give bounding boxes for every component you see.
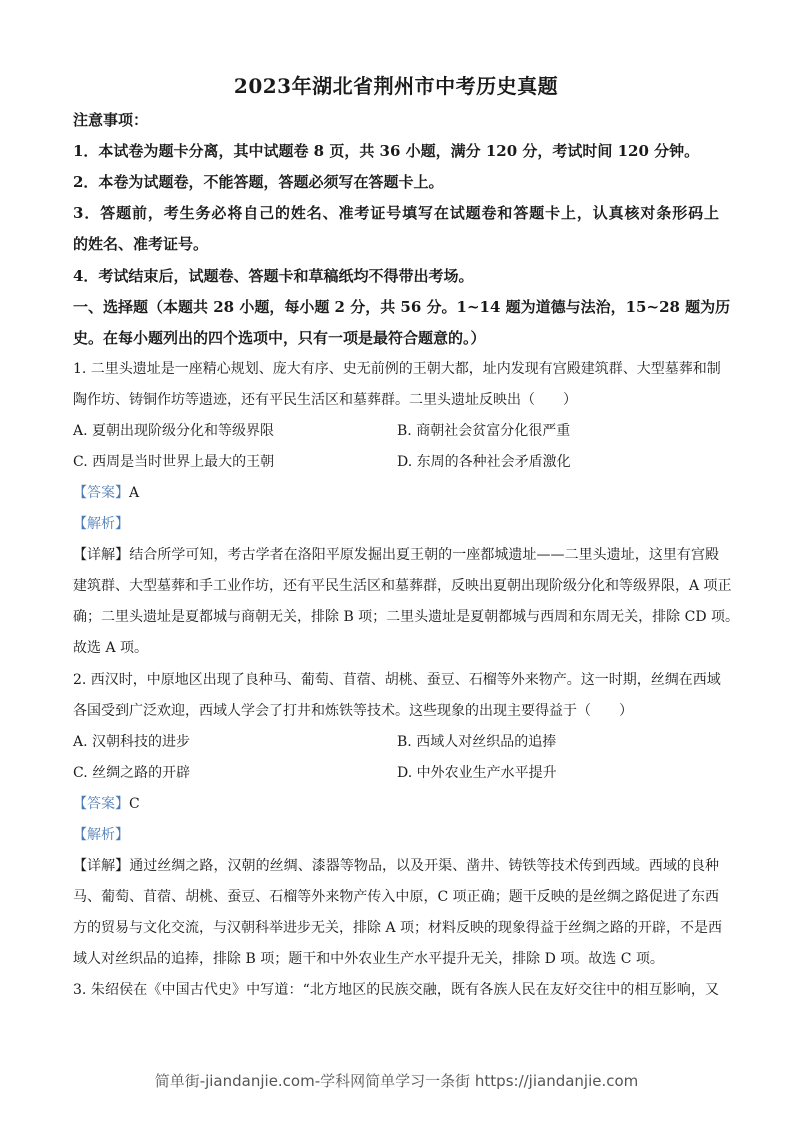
detail-line: 方的贸易与文化交流，与汉朝科举进步无关，排除 A 项；材料反映的现象得益于丝绸之路的开辟，不是西 <box>73 920 723 936</box>
detail-line: 故选 A 项。 <box>73 640 149 656</box>
question-stem: 1. 二里头遗址是一座精心规划、庞大有序、史无前例的王朝大都，址内发现有宫殿建筑群、大型墓葬和制 <box>73 361 721 377</box>
option-c: C. 丝绸之路的开辟 <box>73 765 191 781</box>
footer-watermark: 简单街-jiandanjie.com-学科网简单学习一条街 https://jiandanjie.com <box>154 1072 639 1090</box>
option-a: A. 汉朝科技的进步 <box>73 734 191 750</box>
answer-value: C <box>129 796 140 812</box>
analysis-label: 【解析】 <box>73 516 129 532</box>
detail-label: 【详解】 <box>73 858 130 874</box>
answer-label: 【答案】 <box>73 485 129 501</box>
question-stem: 3. 朱绍侯在《中国古代史》中写道：“北方地区的民族交融，既有各族人民在友好交往中的相互影响，又 <box>73 982 719 998</box>
answer-line <box>73 794 719 814</box>
detail-text: 通过丝绸之路，汉朝的丝绸、漆器等物品，以及开渠、凿井、铸铁等技术传到西域。西域的良种 <box>129 858 720 874</box>
detail-label: 【详解】 <box>73 547 130 563</box>
page-title: 2023年湖北省荆州市中考历史真题 <box>233 74 559 98</box>
option-b: B. 西域人对丝织品的追捧 <box>397 734 557 750</box>
option-d: D. 东周的各种社会矛盾激化 <box>397 454 571 470</box>
answer-line <box>73 483 719 503</box>
detail-line <box>73 545 719 565</box>
section-heading: 史。在每小题列出的四个选项中，只有一项是最符合题意的。） <box>73 329 486 347</box>
section-heading: 一、选择题（本题共 28 小题，每小题 2 分，共 56 分。1~14 题为道德与法治，15~28 题为历 <box>73 298 731 316</box>
notice-item: 4．考试结束后，试题卷、答题卡和草稿纸均不得带出考场。 <box>73 267 474 285</box>
detail-line: 马、葡萄、苜蓿、胡桃、蚕豆、石榴等外来物产传入中原，C 项正确；题干反映的是丝绸之路促进了东西 <box>73 889 719 905</box>
notice-item: 的姓名、准考证号。 <box>73 235 209 253</box>
notice-item: 3．答题前，考生务必将自己的姓名、准考证号填写在试题卷和答题卡上，认真核对条形码上 <box>73 204 719 222</box>
detail-line: 建筑群、大型墓葬和手工业作坊，还有平民生活区和墓葬群，反映出夏朝出现阶级分化和等级界限，A 项正 <box>73 578 732 594</box>
option-d: D. 中外农业生产水平提升 <box>397 765 557 781</box>
notice-heading: 注意事项： <box>73 111 149 129</box>
detail-line <box>73 856 719 876</box>
question-stem: 各国受到广泛欢迎，西域人学会了打井和炼铁等技术。这些现象的出现主要得益于（ ） <box>73 703 633 719</box>
question-stem: 2. 西汉时，中原地区出现了良种马、葡萄、苜蓿、胡桃、蚕豆、石榴等外来物产。这一时期，丝绸在西域 <box>73 672 721 688</box>
notice-item: 2．本卷为试题卷，不能答题，答题必须写在答题卡上。 <box>73 173 444 191</box>
answer-label: 【答案】 <box>73 796 129 812</box>
notice-item: 1．本试卷为题卡分离，其中试题卷 8 页，共 36 小题，满分 120 分，考试时间 120 分钟。 <box>73 142 700 160</box>
answer-value: A <box>129 485 140 501</box>
option-a: A. 夏朝出现阶级分化和等级界限 <box>73 423 275 439</box>
option-b: B. 商朝社会贫富分化很严重 <box>397 423 571 439</box>
detail-line: 域人对丝织品的追捧，排除 B 项；题干和中外农业生产水平提升无关，排除 D 项。故选 C 项。 <box>73 951 664 967</box>
question-stem: 陶作坊、铸铜作坊等遗迹，还有平民生活区和墓葬群。二里头遗址反映出（ ） <box>73 392 577 408</box>
detail-line: 确；二里头遗址是夏都城与商朝无关，排除 B 项；二里头遗址是夏朝都城与西周和东周无关，排除 CD 项。 <box>73 609 740 625</box>
detail-text: 结合所学可知，考古学者在洛阳平原发掘出夏王朝的一座都城遗址——二里头遗址，这里有宫殿 <box>129 547 720 563</box>
option-c: C. 西周是当时世界上最大的王朝 <box>73 454 275 470</box>
analysis-label: 【解析】 <box>73 827 129 843</box>
